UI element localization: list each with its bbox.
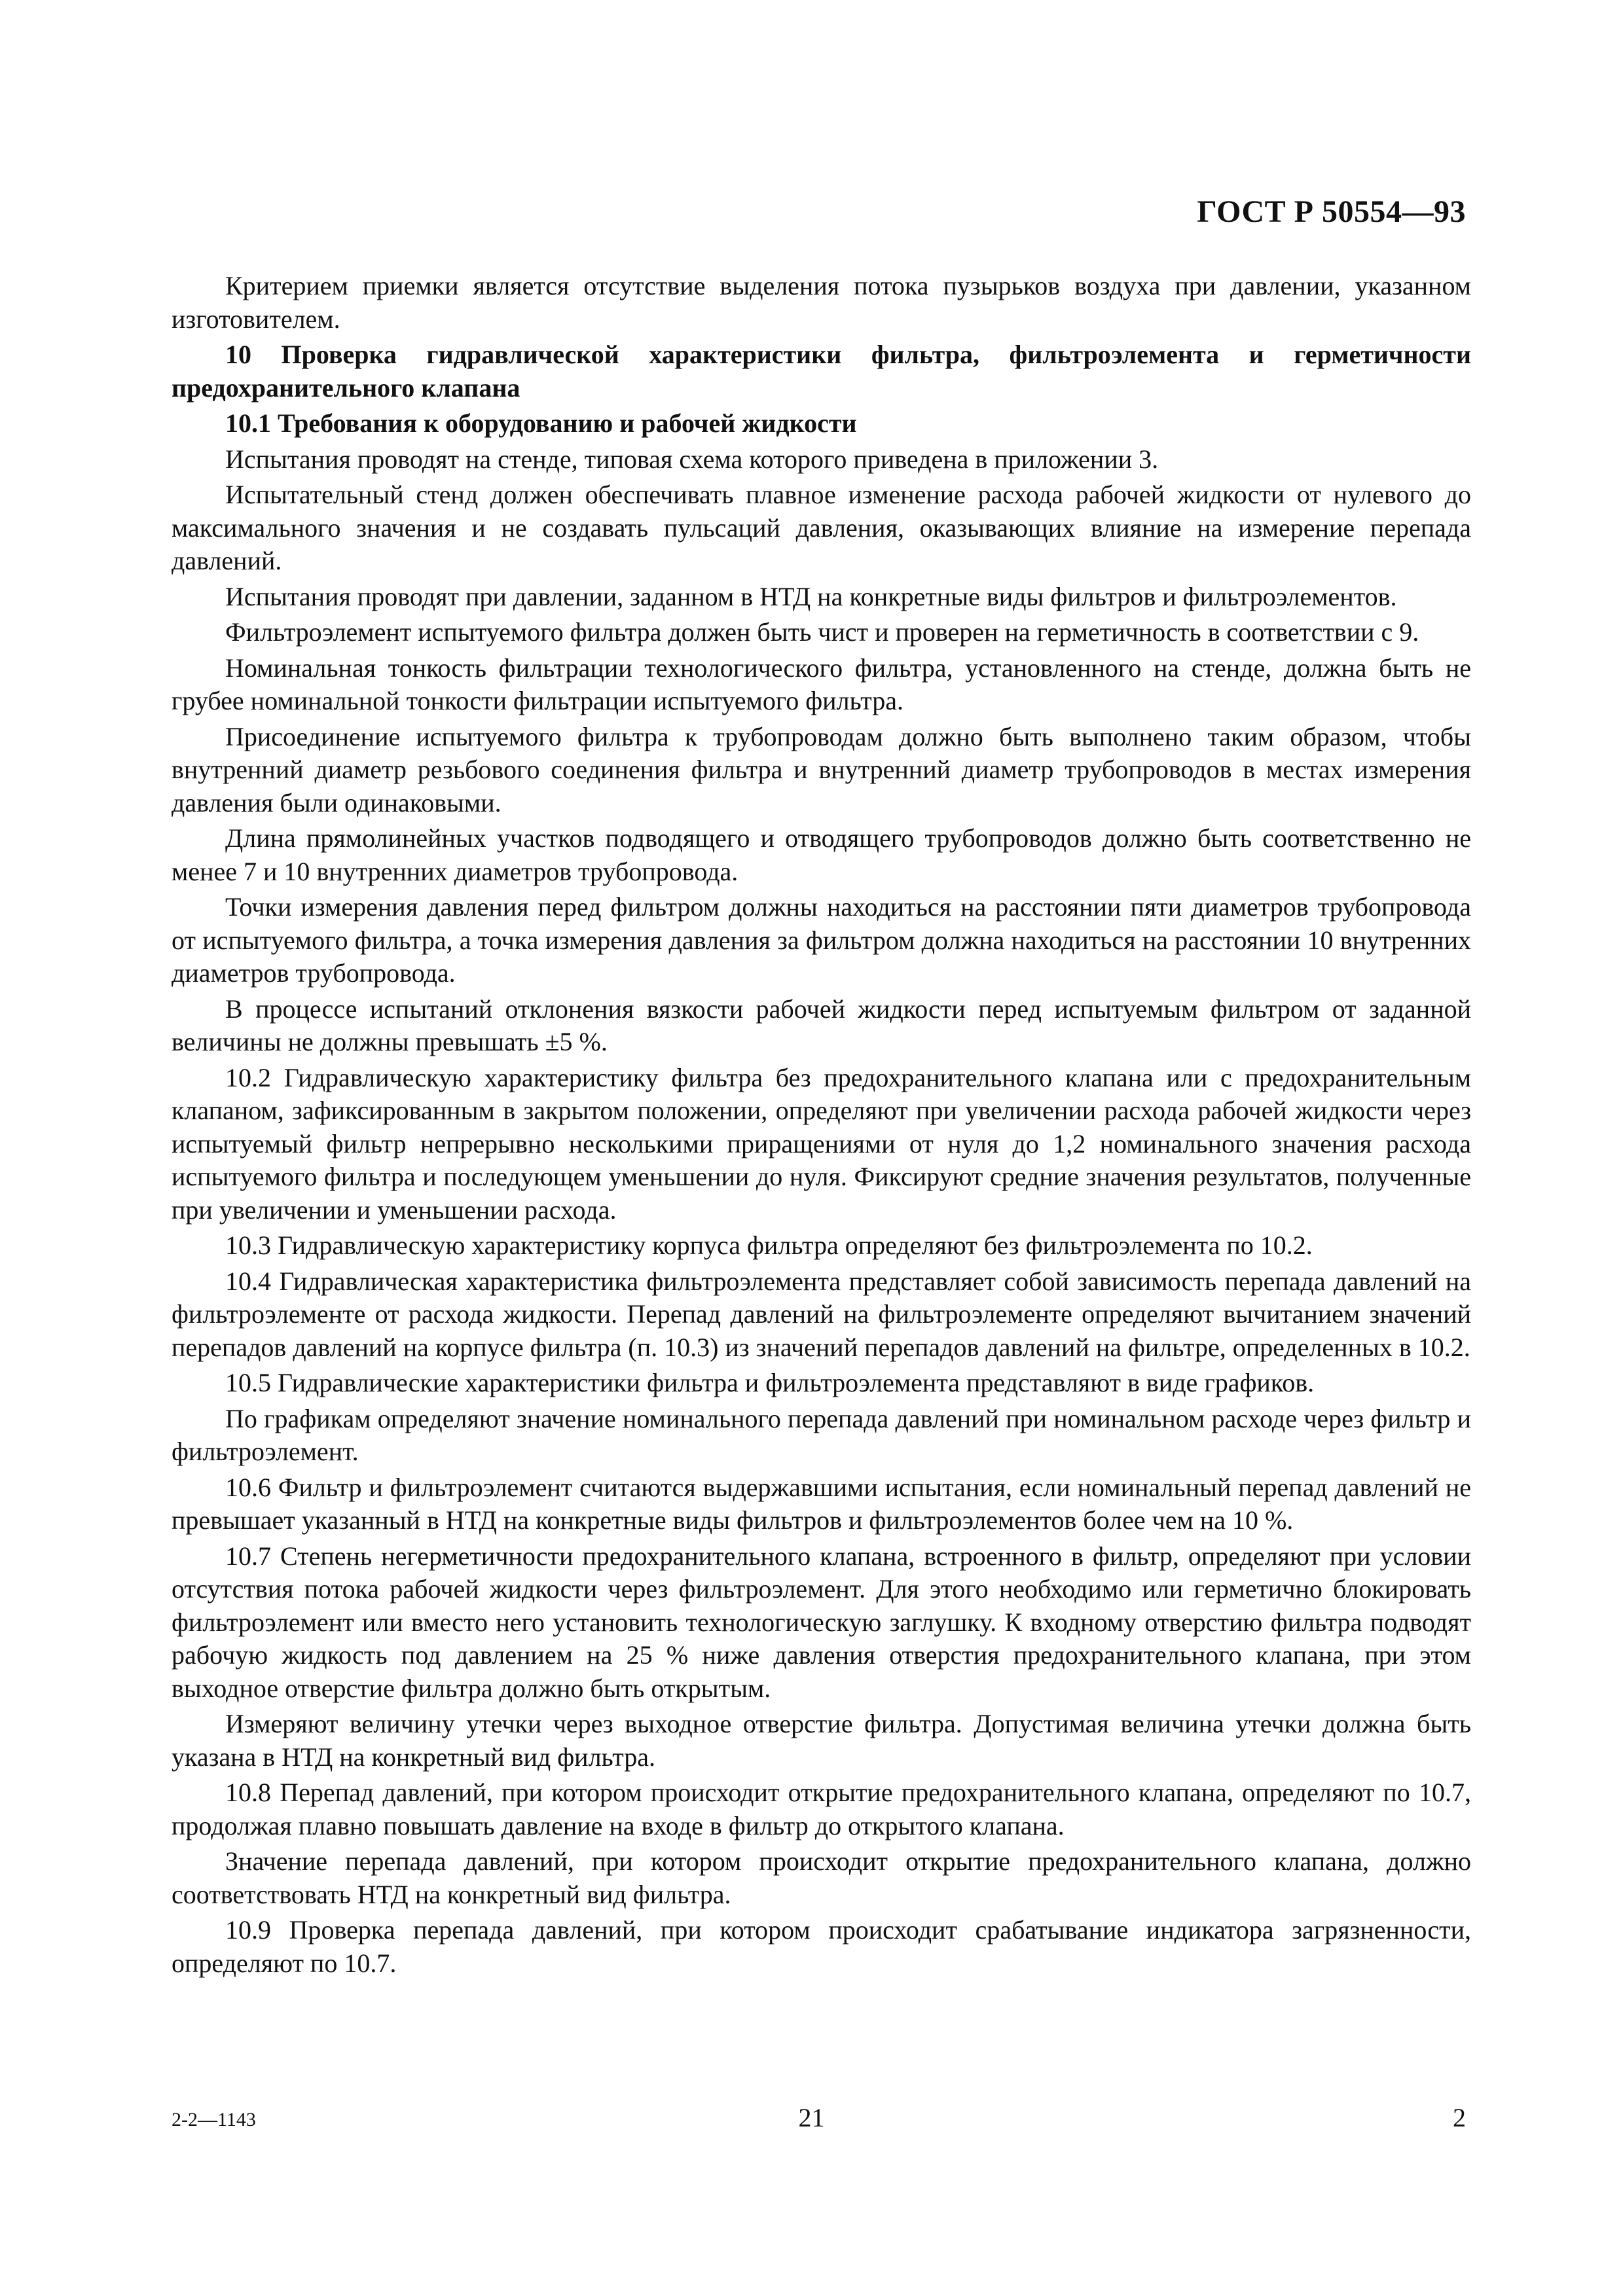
paragraph: Значение перепада давлений, при котором происходит открытие предохранительного клапана, должно соответствовать НТД на конкретный вид фильтра.: [172, 1846, 1471, 1909]
paragraph: Точки измерения давления перед фильтром должны находиться на расстоянии пяти диаметров трубопровода от испытуемого фильтра, а точка измерения давления за фильтром должна находиться на расстоянии 10 внутренних диаметров трубопровода.: [172, 892, 1471, 988]
paragraph: Испытательный стенд должен обеспечивать плавное изменение расхода рабочей жидкости от нулевого до максимального значения и не создавать пульсаций давления, оказывающих влияние на измерение перепада давлений.: [172, 480, 1471, 575]
paragraph: Испытания проводят на стенде, типовая схема которого приведена в приложении 3.: [225, 444, 1159, 474]
paragraph: В процессе испытаний отклонения вязкости рабочей жидкости перед испытуемым фильтром от заданной величины не должны превышать ±5 %.: [172, 994, 1471, 1056]
paragraph: 10.8 Перепад давлений, при котором происходит открытие предохранительного клапана, определяют по 10.7, продолжая плавно повышать давление на входе в фильтр до открытого клапана.: [172, 1778, 1471, 1840]
document-code: ГОСТ Р 50554—93: [1197, 194, 1466, 229]
paragraph: 10.5 Гидравлические характеристики фильтра и фильтроэлемента представляют в виде графиков.: [225, 1368, 1315, 1397]
paragraph: 10.6 Фильтр и фильтроэлемент считаются выдержавшими испытания, если номинальный перепад давлений не превышает указанный в НТД на конкретные виды фильтров и фильтроэлементов более чем на 10 %.: [172, 1472, 1471, 1535]
section-heading: 10 Проверка гидравлической характеристики фильтра, фильтроэлемента и герметичности предохранительного клапана: [172, 340, 1471, 403]
paragraph: Измеряют величину утечки через выходное отверстие фильтра. Допустимая величина утечки должна быть указана в НТД на конкретный вид фильтра.: [172, 1709, 1471, 1772]
paragraph: Длина прямолинейных участков подводящего и отводящего трубопроводов должно быть соответственно не менее 7 и 10 внутренних диаметров трубопровода.: [172, 823, 1471, 886]
subsection-heading: 10.1 Требования к оборудованию и рабочей жидкости: [225, 408, 857, 438]
paragraph: 10.4 Гидравлическая характеристика фильтроэлемента представляет собой зависимость перепада давлений на фильтроэлементе от расхода жидкости. Перепад давлений на фильтроэлементе определяют вычитанием значений перепадов давлений на корпусе фильтра (п. 10.3) из значений перепадов давлений на фильтре, определенных в 10.2.: [172, 1266, 1471, 1362]
paragraph: Номинальная тонкость фильтрации технологического фильтра, установленного на стенде, должна быть не грубее номинальной тонкости фильтрации испытуемого фильтра.: [172, 653, 1471, 715]
paragraph: Фильтроэлемент испытуемого фильтра должен быть чист и проверен на герметичность в соответствии с 9.: [225, 617, 1419, 647]
sheet-number: 2: [1453, 2103, 1466, 2132]
order-code: 2-2—1143: [172, 2109, 256, 2130]
paragraph: 10.3 Гидравлическую характеристику корпуса фильтра определяют без фильтроэлемента по 10.2.: [225, 1230, 1313, 1260]
paragraph: 10.9 Проверка перепада давлений, при котором происходит срабатывание индикатора загрязненности, определяют по 10.7.: [172, 1915, 1471, 1978]
document-body: [172, 270, 1471, 1982]
paragraph: Испытания проводят при давлении, заданном в НТД на конкретные виды фильтров и фильтроэлементов.: [225, 581, 1397, 611]
paragraph: По графикам определяют значение номинального перепада давлений при номинальном расходе через фильтр и фильтроэлемент.: [172, 1403, 1471, 1466]
paragraph: Критерием приемки является отсутствие выделения потока пузырьков воздуха при давлении, указанном изготовителем.: [172, 271, 1471, 334]
paragraph: 10.2 Гидравлическую характеристику фильтра без предохранительного клапана или с предохранительным клапаном, зафиксированным в закрытом положении, определяют при увеличении расхода рабочей жидкости через испытуемый фильтр непрерывно несколькими приращениями от нуля до 1,2 номинального значения расхода испытуемого фильтра и последующем уменьшении до нуля. Фиксируют средние значения результатов, полученные при увеличении и уменьшении расхода.: [172, 1062, 1471, 1225]
page-number: 21: [798, 2103, 825, 2132]
paragraph: 10.7 Степень негерметичности предохранительного клапана, встроенного в фильтр, определяют при условии отсутствия потока рабочей жидкости через фильтроэлемент. Для этого необходимо или герметично блокировать фильтроэлемент или вместо него установить технологическую заглушку. К входному отверстию фильтра подводят рабочую жидкость под давлением на 25 % ниже давления отверстия предохранительного клапана, при этом выходное отверстие фильтра должно быть открытым.: [172, 1541, 1471, 1703]
paragraph: Присоединение испытуемого фильтра к трубопроводам должно быть выполнено таким образом, чтобы внутренний диаметр резьбового соединения фильтра и внутренний диаметр трубопроводов в местах измерения давления были одинаковыми.: [172, 721, 1471, 817]
